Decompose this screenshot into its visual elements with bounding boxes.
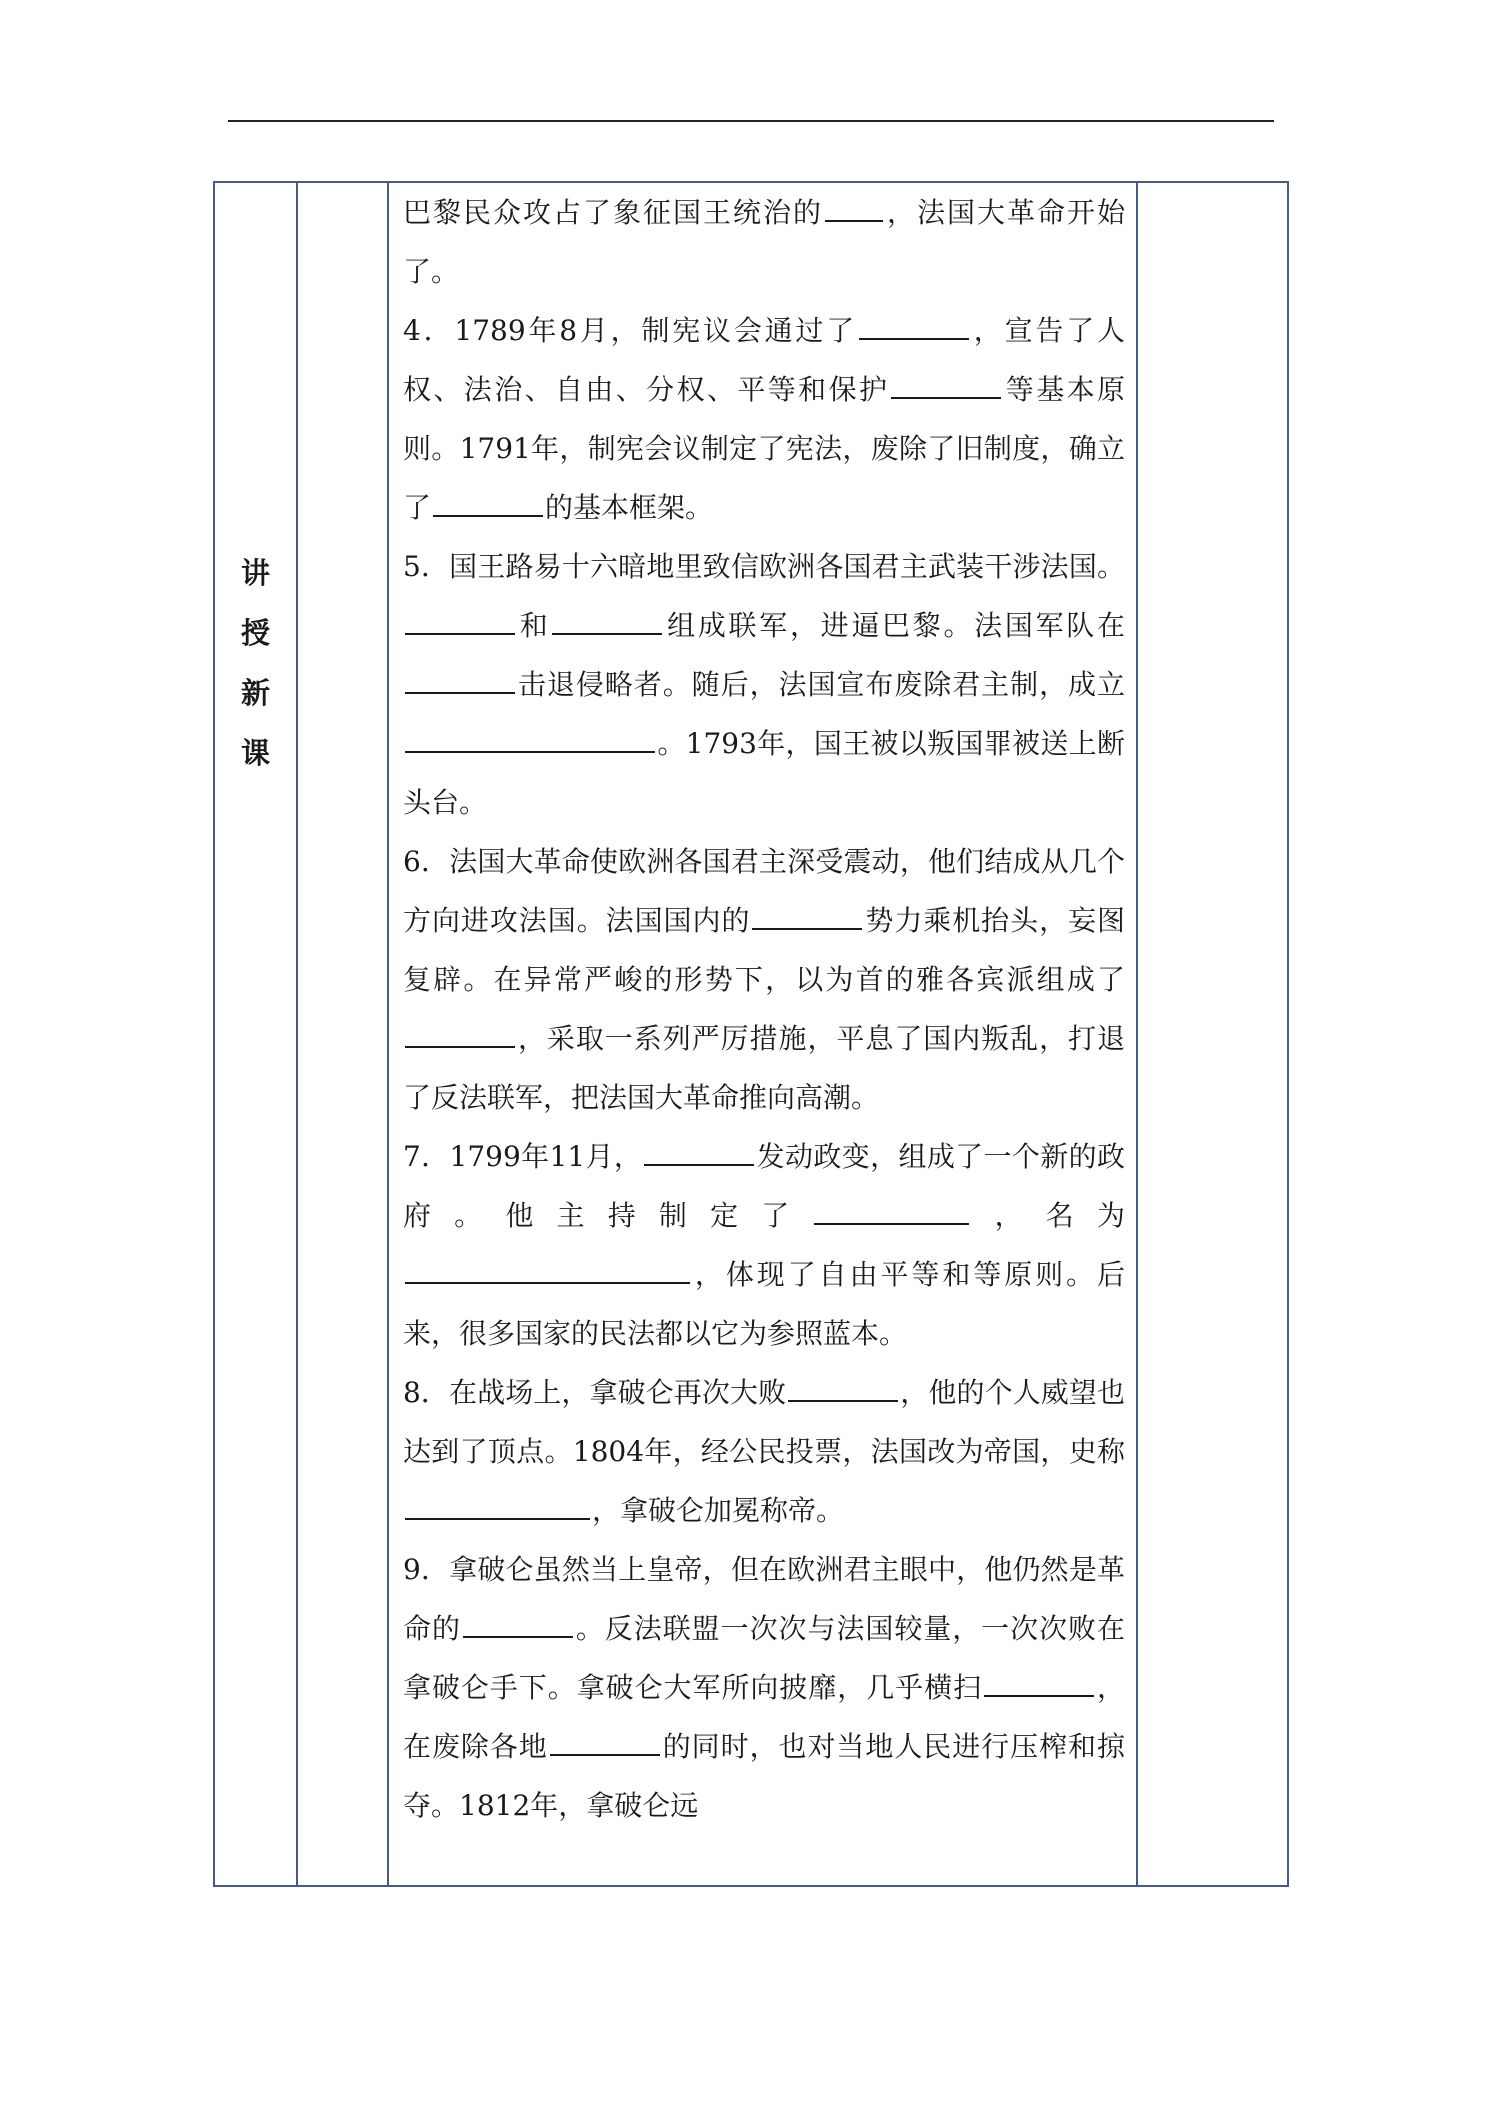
question-text: 8．在战场上，拿破仑再次大败	[403, 1376, 787, 1409]
question-p4	[403, 301, 1125, 537]
fill-in-blank[interactable]	[825, 192, 883, 222]
question-p8	[403, 1363, 1125, 1540]
question-text: 9．拿破仑虽然当上皇帝，但在欧洲君主眼中，他仍然是革命的	[403, 1553, 1125, 1645]
question-text: 。1793年，国王被以叛国罪被送上断头台。	[403, 727, 1125, 819]
fill-in-blank[interactable]	[891, 369, 1001, 399]
question-text: 。反法联盟一次次与法国较量，一次次败在拿破仑手下。拿破仑大军所向披靡，几乎横扫	[403, 1612, 1125, 1704]
question-text: 势力乘机抬头，妄图复辟。在异常严峻的形势下，以为首的雅各宾派组成了	[403, 904, 1125, 996]
question-text: ，名为	[971, 1199, 1125, 1232]
section-label-char: 授	[240, 616, 270, 650]
section-label-char: 讲	[240, 556, 270, 590]
lesson-plan-table	[213, 181, 1289, 1887]
column-divider	[387, 183, 389, 1885]
fill-in-blank[interactable]	[405, 664, 515, 694]
fill-in-blank[interactable]	[405, 1018, 515, 1048]
question-text: ，他的个人威望也达到了顶点。1804年，经公民投票，法国改为帝国，史称	[403, 1376, 1125, 1468]
question-text: 等基本原则。1791年，制宪会议制定了宪法，废除了旧制度，确立了	[403, 373, 1125, 524]
question-text: 发动政变，组成了一个新的政府。他主持制定了	[403, 1140, 1126, 1232]
question-text: 4．1789年8月，制宪议会通过了	[403, 314, 858, 347]
fill-in-blank[interactable]	[405, 605, 515, 635]
fill-in-blank[interactable]	[433, 487, 543, 517]
question-text: ，体现了自由平等和等原则。后来，很多国家的民法都以它为参照蓝本。	[403, 1258, 1125, 1350]
column-divider	[1136, 183, 1138, 1885]
question-text: ，采取一系列严厉措施，平息了国内叛乱，打退了反法联军，把法国大革命推向高潮。	[403, 1022, 1125, 1114]
question-text: 击退侵略者。随后，法国宣布废除君主制，成立	[517, 668, 1125, 701]
section-label-char: 新	[240, 676, 270, 710]
question-p3	[403, 183, 1125, 301]
fill-in-blank[interactable]	[644, 1136, 754, 1166]
fill-in-blank[interactable]	[405, 723, 655, 753]
section-label-char: 课	[240, 736, 270, 770]
question-text: 巴黎民众攻占了象征国王统治的	[403, 196, 823, 229]
question-text: ，宣告了人权、法治、自由、分权、平等和保护	[403, 314, 1125, 406]
question-text: 的基本框架。	[545, 491, 714, 524]
fill-in-blank[interactable]	[463, 1608, 573, 1638]
fill-in-blank[interactable]	[984, 1667, 1094, 1697]
question-text: 7．1799年11月，	[403, 1140, 643, 1173]
question-p9	[403, 1540, 1125, 1835]
question-p7	[403, 1127, 1125, 1363]
question-text: 和	[517, 609, 551, 642]
question-text: 的同时，也对当地人民进行压榨和掠夺。1812年，拿破仑远	[403, 1730, 1125, 1822]
column-divider	[296, 183, 298, 1885]
fill-in-blank[interactable]	[405, 1490, 590, 1520]
question-text: ，在废除各地	[403, 1671, 1125, 1763]
question-text: 5．国王路易十六暗地里致信欧洲各国君主武装干涉法国。	[403, 550, 1125, 583]
question-p5	[403, 537, 1125, 832]
fill-in-blank[interactable]	[788, 1372, 898, 1402]
question-p6	[403, 832, 1125, 1127]
fill-in-blank[interactable]	[405, 1254, 690, 1284]
question-text: ，法国大革命开始了。	[403, 196, 1125, 288]
fill-in-blank[interactable]	[552, 605, 662, 635]
section-label	[215, 543, 296, 783]
fill-in-blank[interactable]	[752, 900, 862, 930]
question-text: ，拿破仑加冕称帝。	[592, 1494, 845, 1527]
header-rule	[228, 120, 1274, 122]
fill-in-blank[interactable]	[814, 1195, 969, 1225]
question-text: 组成联军，进逼巴黎。法国军队在	[664, 609, 1125, 642]
question-text: 6．法国大革命使欧洲各国君主深受震动，他们结成从几个方向进攻法国。法国国内的	[403, 845, 1125, 937]
fill-in-blank[interactable]	[550, 1726, 660, 1756]
fill-in-blank[interactable]	[859, 310, 969, 340]
lesson-content	[403, 183, 1125, 1835]
